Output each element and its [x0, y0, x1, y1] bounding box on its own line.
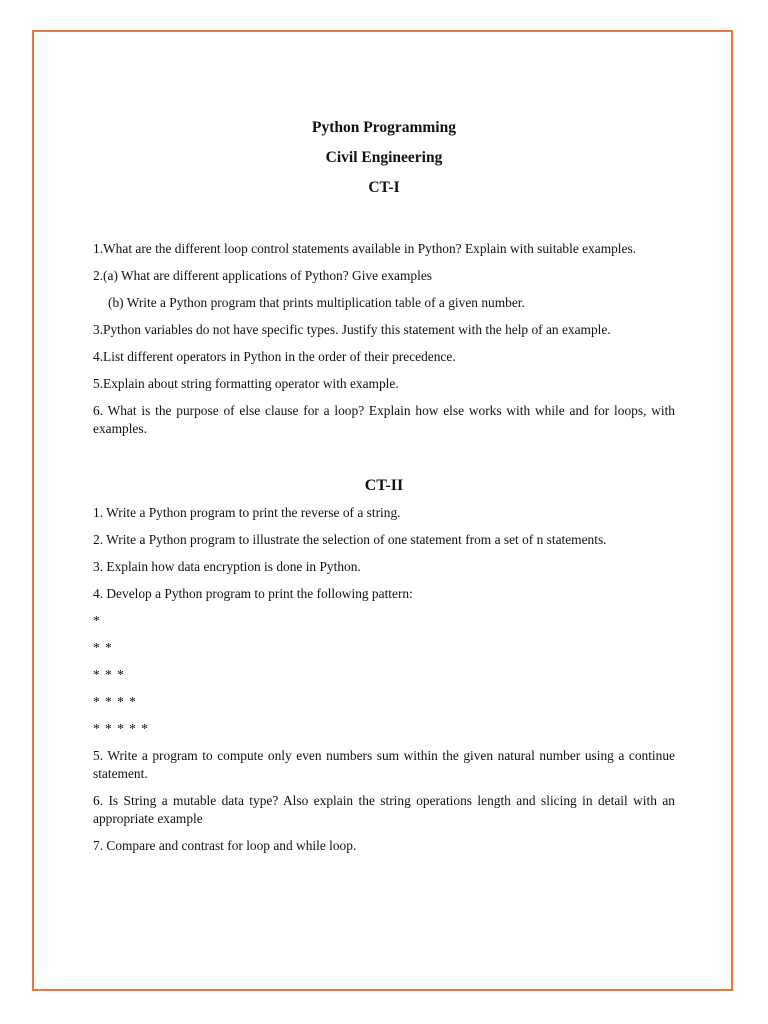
pattern-row: * * — [93, 640, 113, 655]
pattern-row: * * * * — [93, 694, 137, 709]
document-subtitle: Civil Engineering — [325, 149, 443, 166]
pattern-row: * * * * * — [93, 721, 149, 736]
question-item: 1. Write a Python program to print the reverse of a string. — [93, 505, 401, 520]
pattern-row: * * * — [93, 667, 125, 682]
star-pattern — [93, 612, 675, 738]
document-body — [93, 118, 675, 864]
document-title: Python Programming — [312, 119, 456, 136]
question-item: 4. Develop a Python program to print the following pattern: — [93, 586, 413, 601]
ct2-question-list — [93, 504, 675, 855]
question-item: 2.(a) What are different applications of Python? Give examples — [93, 268, 432, 283]
section-title-ct2: CT-II — [364, 477, 404, 494]
question-item: 3.Python variables do not have specific types. Justify this statement with the help of an example. — [93, 322, 611, 337]
question-item: 4.List different operators in Python in the order of their precedence. — [93, 349, 456, 364]
question-item: 5.Explain about string formatting operator with example. — [93, 376, 399, 391]
question-item: 5. Write a program to compute only even numbers sum within the given natural number using a continue statement. — [93, 748, 675, 781]
question-item: 1.What are the different loop control statements available in Python? Explain with suitable examples. — [93, 241, 637, 256]
section-title-ct1: CT-I — [368, 179, 400, 196]
question-item: 6. What is the purpose of else clause for a loop? Explain how else works with while and for loops, with examples. — [93, 403, 675, 436]
question-item: 7. Compare and contrast for loop and while loop. — [93, 838, 357, 853]
question-item: (b) Write a Python program that prints multiplication table of a given number. — [108, 295, 525, 310]
question-item: 2. Write a Python program to illustrate the selection of one statement from a set of n statements. — [93, 532, 607, 547]
pattern-row: * — [93, 613, 101, 628]
question-item: 6. Is String a mutable data type? Also explain the string operations length and slicing in detail with an appropriate example — [93, 793, 675, 826]
question-item: 3. Explain how data encryption is done in Python. — [93, 559, 361, 574]
ct1-question-list — [93, 240, 675, 438]
